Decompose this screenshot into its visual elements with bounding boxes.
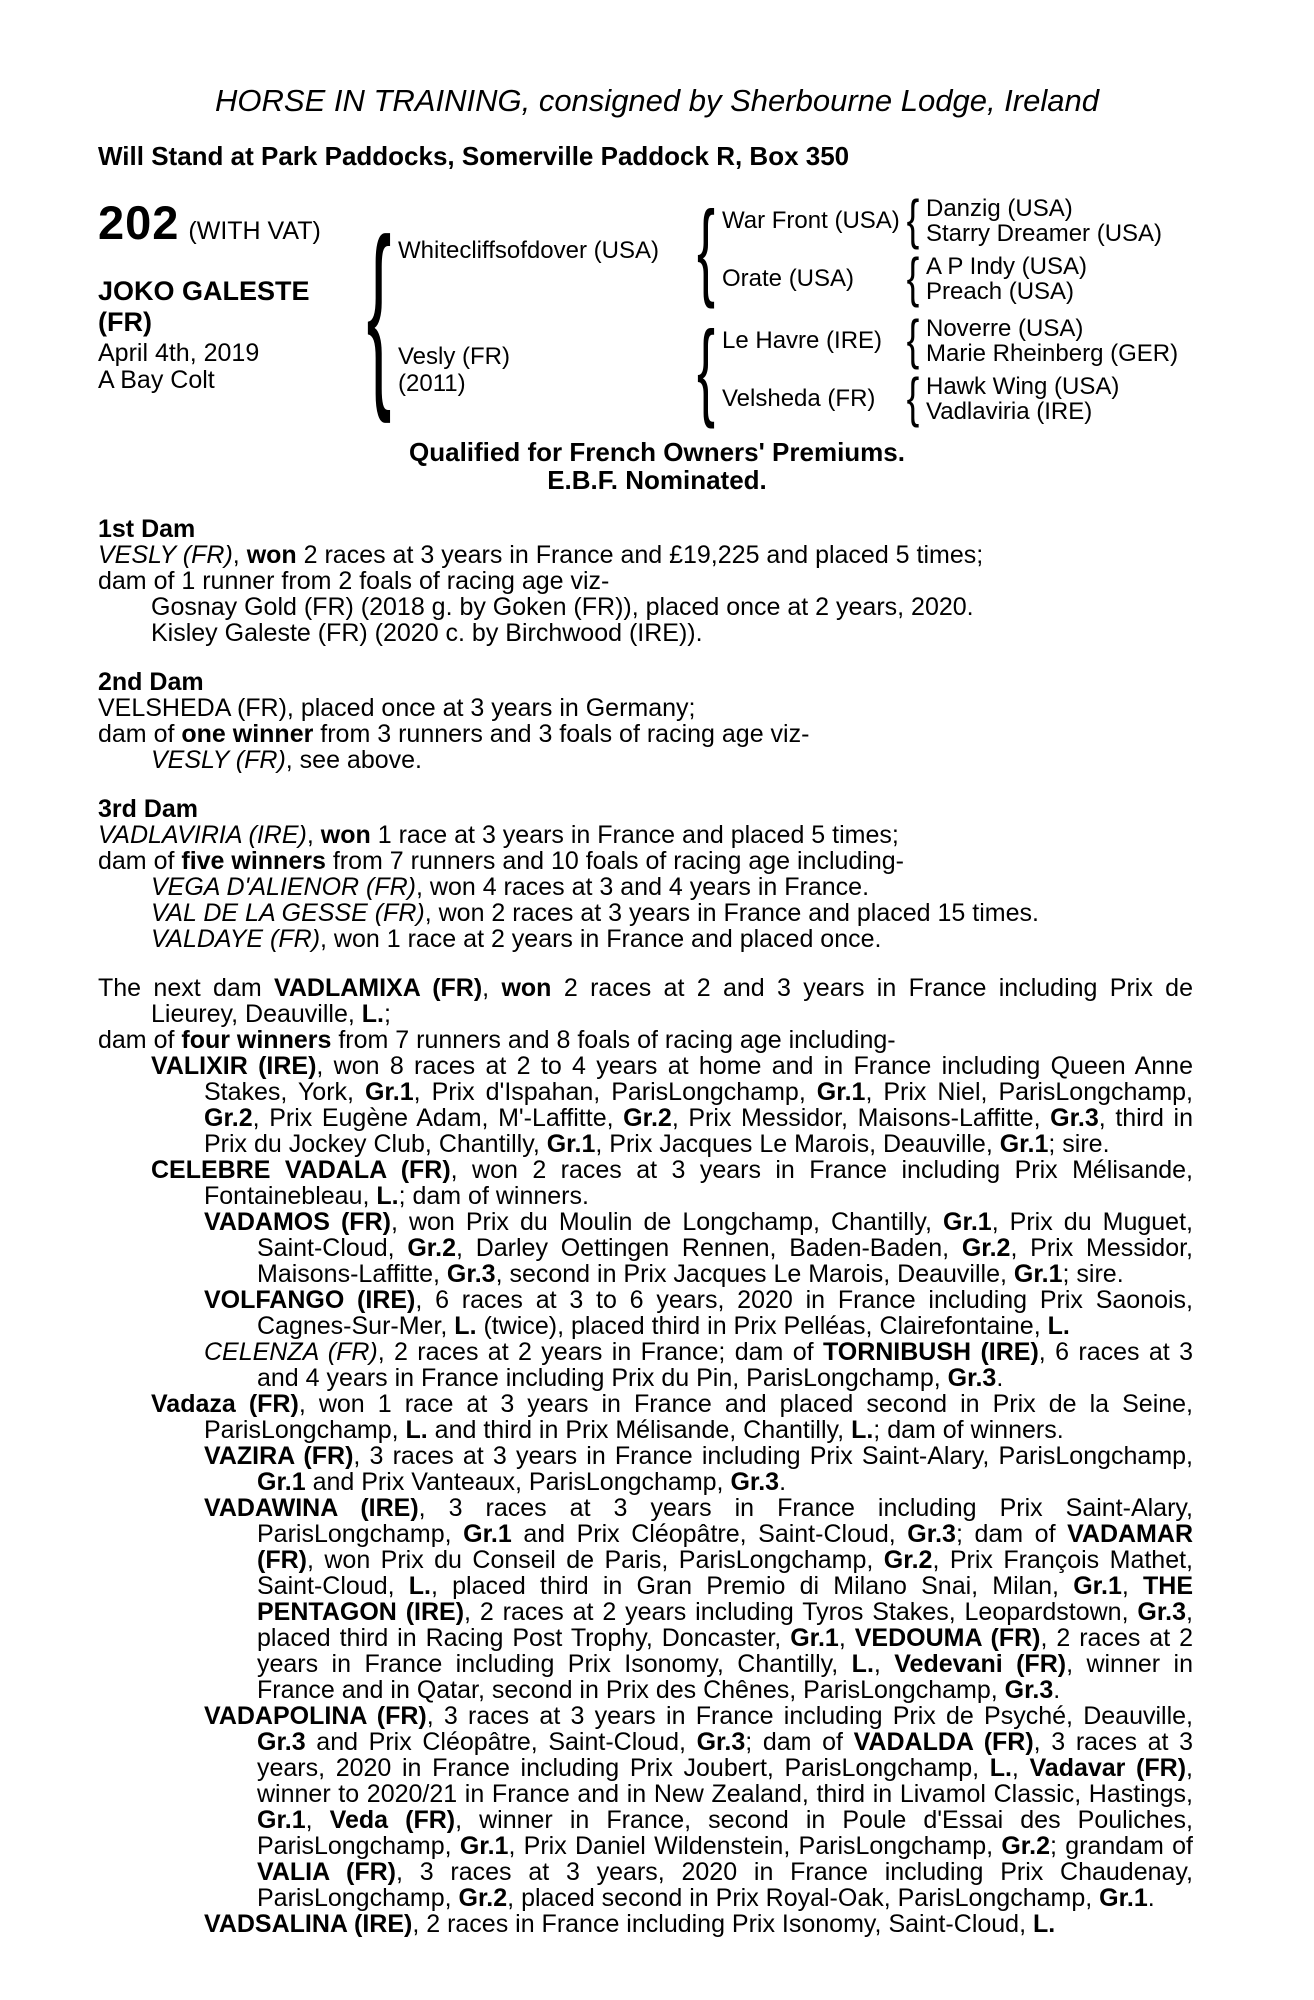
- text-run: ,: [1011, 1754, 1030, 1782]
- text-run: VADLAMIXA (FR): [274, 974, 483, 1002]
- text-run: L.: [454, 1312, 477, 1340]
- grandsire-node: [722, 189, 1163, 251]
- text-run: CELENZA (FR): [204, 1338, 378, 1366]
- text-run: .: [1147, 1884, 1155, 1912]
- text-run: , second in Prix Jacques Le Marois, Deauville,: [495, 1260, 1014, 1288]
- ancestor-name: Preach (USA): [926, 278, 1075, 305]
- catalogue-paragraph: [98, 1911, 1193, 1937]
- text-run: Veda (FR): [329, 1806, 456, 1834]
- sire-grandparents: [722, 189, 1163, 309]
- great-grandparents: [926, 374, 1119, 424]
- catalogue-body: [0, 516, 1193, 1937]
- catalogue-paragraph: [98, 1053, 1193, 1157]
- ancestor-name: Noverre (USA): [926, 315, 1084, 342]
- text-run: VADSALINA (IRE): [204, 1910, 413, 1938]
- section-heading: [98, 516, 1193, 542]
- text-run: from 7 runners and 8 foals of racing age including-: [331, 1026, 896, 1054]
- text-run: ,: [306, 821, 321, 849]
- text-run: , Prix du Muguet, Saint-Cloud,: [257, 1208, 1193, 1262]
- text-run: Gr.1: [943, 1208, 992, 1236]
- text-run: L.: [1032, 1910, 1056, 1938]
- text-run: dam of: [98, 847, 182, 875]
- catalogue-paragraph: [98, 1495, 1193, 1703]
- ancestor-name: Le Havre (IRE): [722, 327, 883, 354]
- text-run: VAZIRA (FR): [204, 1442, 354, 1470]
- text-run: ; sire.: [1048, 1130, 1110, 1158]
- text-run: VESLY (FR): [151, 746, 286, 774]
- text-run: Vadavar (FR): [1029, 1754, 1187, 1782]
- text-run: Gr.2: [204, 1104, 253, 1132]
- dam-name: Vesly (FR): [398, 343, 511, 370]
- text-run: , Darley Oettingen Rennen, Baden-Baden,: [456, 1234, 962, 1262]
- brace-icon: {: [906, 309, 920, 371]
- brace-icon: {: [906, 189, 920, 251]
- text-run: Gr.1: [459, 1832, 509, 1860]
- text-run: Gr.2: [407, 1234, 456, 1262]
- text-run: ; dam of: [955, 1520, 1068, 1548]
- page-title: HORSE IN TRAINING, consigned by Sherbourne Lodge, Ireland: [215, 83, 1099, 118]
- catalogue-paragraph: [98, 874, 1193, 900]
- text-run: , 3 races at 3 years, 2020 in France including Prix Joubert, ParisLongchamp,: [257, 1728, 1193, 1782]
- ancestor-name: Hawk Wing (USA): [926, 373, 1120, 400]
- ancestor-name: Starry Dreamer (USA): [926, 220, 1163, 247]
- text-run: , placed second in Prix Royal-Oak, ParisLongchamp,: [507, 1884, 1100, 1912]
- granddam-node: [722, 247, 1162, 309]
- dam-branch: [398, 309, 1179, 430]
- text-run: VADAPOLINA (FR): [204, 1702, 427, 1730]
- dam-name-block: [398, 343, 690, 397]
- text-run: , 6 races at 3 and 4 years in France including Prix du Pin, ParisLongchamp,: [257, 1338, 1193, 1392]
- text-run: four winners: [181, 1026, 332, 1054]
- catalogue-paragraph: [98, 1703, 1193, 1911]
- text-run: ; dam of winners.: [873, 1416, 1064, 1444]
- text-run: , winner in France and in Qatar, second in Prix des Chênes, ParisLongchamp,: [257, 1650, 1193, 1704]
- text-run: (twice), placed third in Prix Pelléas, Clairefontaine,: [476, 1312, 1048, 1340]
- text-run: Gr.2: [458, 1884, 508, 1912]
- foal-date: April 4th, 2019: [98, 339, 260, 367]
- catalogue-paragraph: [98, 1287, 1193, 1339]
- text-run: Gr.3: [730, 1468, 780, 1496]
- text-run: from 3 runners and 3 foals of racing age viz-: [313, 720, 810, 748]
- text-run: L.: [851, 1416, 874, 1444]
- text-run: Gr.1: [1013, 1260, 1063, 1288]
- text-run: dam of 1 runner from 2 foals of racing age viz-: [98, 567, 610, 595]
- notice-line: E.B.F. Nominated.: [547, 465, 767, 495]
- text-run: , Prix d'Ispahan, ParisLongchamp,: [413, 1078, 817, 1106]
- notice-line: Qualified for French Owners' Premiums.: [409, 437, 905, 467]
- text-run: ,: [1121, 1572, 1143, 1600]
- brace-icon: {: [696, 310, 716, 430]
- text-run: .: [1053, 1676, 1061, 1704]
- colour-sex: A Bay Colt: [98, 366, 215, 394]
- text-run: VEGA D'ALIENOR (FR): [151, 873, 416, 901]
- catalogue-paragraph: [98, 822, 1193, 848]
- text-run: , Prix François Mathet, Saint-Cloud,: [257, 1546, 1193, 1600]
- text-run: ; dam of: [745, 1728, 854, 1756]
- text-run: , 2 races at 2 years in France; dam of: [377, 1338, 823, 1366]
- brace-icon: {: [366, 195, 392, 425]
- text-run: , 2 races at 2 years including Tyros Stakes, Leopardstown,: [464, 1598, 1138, 1626]
- text-run: , 6 races at 3 to 6 years, 2020 in France including Prix Saonois, Cagnes-Sur-Mer,: [257, 1286, 1193, 1340]
- text-run: and Prix Cléopâtre, Saint-Cloud,: [305, 1728, 697, 1756]
- catalogue-paragraph: [98, 926, 1193, 952]
- text-run: Gr.3: [947, 1364, 997, 1392]
- text-run: Gr.2: [1001, 1832, 1051, 1860]
- text-run: Vadaza (FR): [151, 1390, 299, 1418]
- text-run: CELEBRE VADALA (FR): [151, 1156, 451, 1184]
- text-run: .: [996, 1364, 1004, 1392]
- text-run: , Prix Niel, ParisLongchamp,: [865, 1078, 1193, 1106]
- text-run: ; grandam of: [1050, 1832, 1193, 1860]
- text-run: , 2 races in France including Prix Isonomy, Saint-Cloud,: [412, 1910, 1033, 1938]
- text-run: Vedevani (FR): [894, 1650, 1067, 1678]
- pedigree-halves: [398, 189, 1179, 430]
- text-run: ,: [482, 974, 502, 1002]
- text-run: L.: [851, 1650, 874, 1678]
- text-run: dam of: [98, 1026, 182, 1054]
- notices: [0, 438, 1314, 494]
- ancestor-name: Vadlaviria (IRE): [926, 398, 1093, 425]
- text-run: VALIXIR (IRE): [151, 1052, 317, 1080]
- text-run: Gr.1: [257, 1468, 306, 1496]
- lot-number: 202: [98, 196, 180, 249]
- catalogue-paragraph: [98, 975, 1193, 1027]
- text-run: VEDOUMA (FR): [854, 1624, 1041, 1652]
- catalogue-paragraph: [98, 1391, 1193, 1443]
- brace-icon: {: [906, 247, 920, 309]
- text-run: won: [246, 541, 297, 569]
- text-run: ;: [383, 1000, 391, 1028]
- text-run: , 3 races at 3 years in France including Prix de Psyché, Deauville,: [426, 1702, 1194, 1730]
- text-run: Gr.3: [446, 1260, 496, 1288]
- text-run: Gr.2: [961, 1234, 1011, 1262]
- text-run: ; dam of winners.: [398, 1182, 589, 1210]
- catalogue-paragraph: [98, 747, 1193, 773]
- text-run: ,: [838, 1624, 855, 1652]
- text-run: and Prix Cléopâtre, Saint-Cloud,: [511, 1520, 908, 1548]
- text-run: THE PENTAGON (IRE): [257, 1572, 1193, 1626]
- text-run: , won 8 races at 2 to 4 years at home and in France including Queen Anne Stakes, York,: [204, 1052, 1193, 1106]
- granddam-node: [722, 367, 1178, 429]
- text-run: , placed third in Racing Post Trophy, Doncaster,: [257, 1598, 1193, 1652]
- text-run: and third in Prix Mélisande, Chantilly,: [427, 1416, 852, 1444]
- text-run: The next dam: [98, 974, 275, 1002]
- text-run: , winner to 2020/21 in France and in New Zealand, third in Livamol Classic, Hastings,: [257, 1754, 1193, 1808]
- stand-location-line: Will Stand at Park Paddocks, Somerville Paddock R, Box 350: [98, 141, 850, 171]
- text-run: ; sire.: [1062, 1260, 1124, 1288]
- dam-grandparents: [722, 309, 1179, 429]
- text-run: 1st Dam: [98, 515, 196, 543]
- text-run: VADAMAR (FR): [257, 1520, 1193, 1574]
- text-run: one winner: [181, 720, 314, 748]
- brace-icon: {: [906, 367, 920, 429]
- catalogue-paragraph: [98, 1339, 1193, 1391]
- catalogue-paragraph: [98, 721, 1193, 747]
- text-run: 3rd Dam: [98, 795, 199, 823]
- text-run: VADALDA (FR): [853, 1728, 1034, 1756]
- catalogue-paragraph: [98, 695, 1193, 721]
- text-run: VADAMOS (FR): [204, 1208, 391, 1236]
- text-run: Gr.1: [257, 1806, 306, 1834]
- text-run: Gr.1: [790, 1624, 839, 1652]
- vat-note: (WITH VAT): [188, 217, 321, 245]
- text-run: , winner in France, second in Poule d'Essai des Pouliches, ParisLongchamp,: [257, 1806, 1193, 1860]
- ancestor-name: Velsheda (FR): [722, 385, 876, 412]
- lot-info: [98, 196, 360, 394]
- brace-icon: {: [696, 190, 716, 310]
- text-run: VADAWINA (IRE): [204, 1494, 419, 1522]
- pedigree-tree: [360, 189, 1179, 430]
- text-run: and Prix Vanteaux, ParisLongchamp,: [305, 1468, 731, 1496]
- text-run: , won 1 race at 3 years in France and placed second in Prix de la Seine, ParisLongchamp,: [204, 1390, 1193, 1444]
- catalogue-paragraph: [98, 594, 1193, 620]
- text-run: L.: [361, 1000, 384, 1028]
- text-run: Gr.3: [1137, 1598, 1187, 1626]
- text-run: ,: [232, 541, 247, 569]
- text-run: , won Prix du Moulin de Longchamp, Chantilly,: [390, 1208, 944, 1236]
- text-run: Gr.1: [546, 1130, 596, 1158]
- text-run: , 2 races at 2 years in France including Prix Isonomy, Chantilly,: [257, 1624, 1193, 1678]
- ancestor-name: Orate (USA): [722, 265, 855, 292]
- text-run: , won Prix du Conseil de Paris, ParisLongchamp,: [306, 1546, 884, 1574]
- text-run: , won 2 races at 3 years in France including Prix Mélisande, Fontainebleau,: [204, 1156, 1193, 1210]
- text-run: 1 race at 3 years in France and placed 5 times;: [370, 821, 899, 849]
- text-run: Gosnay Gold (FR) (2018 g. by Goken (FR)), placed once at 2 years, 2020.: [151, 593, 974, 621]
- text-run: , 3 races at 3 years in France including Prix Saint-Alary, ParisLongchamp,: [353, 1442, 1193, 1470]
- catalogue-paragraph: [98, 568, 1193, 594]
- ancestor-name: War Front (USA): [722, 207, 900, 234]
- great-grandparents: [926, 196, 1162, 246]
- text-run: , 3 races at 3 years in France including Prix Saint-Alary, ParisLongchamp,: [257, 1494, 1193, 1548]
- text-run: Gr.3: [1004, 1676, 1054, 1704]
- text-run: VOLFANGO (IRE): [204, 1286, 416, 1314]
- catalogue-paragraph: [98, 1027, 1193, 1053]
- catalogue-paragraph: [98, 1443, 1193, 1495]
- pedigree-section: [0, 189, 1314, 430]
- catalogue-paragraph: [98, 620, 1193, 646]
- text-run: , won 4 races at 3 and 4 years in France.: [416, 873, 870, 901]
- text-run: TORNIBUSH (IRE): [822, 1338, 1039, 1366]
- text-run: won: [501, 974, 552, 1002]
- text-run: , third in Prix du Jockey Club, Chantilly,: [204, 1104, 1193, 1158]
- text-run: five winners: [181, 847, 326, 875]
- text-run: VALDAYE (FR): [151, 925, 321, 953]
- text-run: Gr.3: [907, 1520, 956, 1548]
- text-run: won: [320, 821, 371, 849]
- sire-branch: [398, 189, 1178, 310]
- dam-year: (2011): [398, 370, 466, 397]
- great-grandparents: [926, 254, 1087, 304]
- text-run: VAL DE LA GESSE (FR): [151, 899, 425, 927]
- text-run: 2 races at 3 years in France and £19,225 and placed 5 times;: [296, 541, 984, 569]
- text-run: dam of: [98, 720, 182, 748]
- text-run: , Prix Messidor, Maisons-Laffitte,: [671, 1104, 1051, 1132]
- text-run: Gr.1: [364, 1078, 414, 1106]
- text-run: L.: [405, 1416, 428, 1444]
- text-run: , Prix Jacques Le Marois, Deauville,: [595, 1130, 1000, 1158]
- text-run: 2nd Dam: [98, 668, 204, 696]
- sire-name: Whitecliffsofdover (USA): [398, 236, 659, 264]
- catalogue-paragraph: [98, 542, 1193, 568]
- text-run: , placed third in Gran Premio di Milano Snai, Milan,: [431, 1572, 1074, 1600]
- text-run: Gr.1: [463, 1520, 512, 1548]
- text-run: , see above.: [285, 746, 422, 774]
- text-run: Gr.3: [696, 1728, 746, 1756]
- text-run: Gr.1: [1099, 1884, 1148, 1912]
- text-run: .: [779, 1468, 787, 1496]
- text-run: from 7 runners and 10 foals of racing age including-: [325, 847, 904, 875]
- text-run: Gr.2: [883, 1546, 933, 1574]
- text-run: VADLAVIRIA (IRE): [98, 821, 307, 849]
- text-run: Gr.1: [1073, 1572, 1122, 1600]
- text-run: , won 1 race at 2 years in France and placed once.: [320, 925, 882, 953]
- horse-name: JOKO GALESTE (FR): [98, 276, 310, 337]
- text-run: , 3 races at 3 years, 2020 in France including Prix Chaudenay, ParisLongchamp,: [257, 1858, 1194, 1912]
- text-run: Gr.3: [1050, 1104, 1099, 1132]
- text-run: VELSHEDA (FR), placed once at 3 years in Germany;: [98, 694, 696, 722]
- lot-row: [98, 198, 360, 248]
- text-run: VESLY (FR): [98, 541, 233, 569]
- text-run: L.: [376, 1182, 399, 1210]
- text-run: , won 2 races at 3 years in France and placed 15 times.: [424, 899, 1039, 927]
- text-run: ,: [873, 1650, 895, 1678]
- text-run: Kisley Galeste (FR) (2020 c. by Birchwood (IRE)).: [151, 619, 703, 647]
- section-heading: [98, 669, 1193, 695]
- ancestor-name: Marie Rheinberg (GER): [926, 340, 1179, 367]
- catalogue-paragraph: [98, 1157, 1193, 1209]
- catalogue-paragraph: [98, 1209, 1193, 1287]
- text-run: Gr.1: [816, 1078, 866, 1106]
- text-run: VALIA (FR): [257, 1858, 396, 1886]
- text-run: , Prix Daniel Wildenstein, ParisLongchamp,: [508, 1832, 1002, 1860]
- text-run: L.: [408, 1572, 431, 1600]
- section-heading: [98, 796, 1193, 822]
- text-run: , Prix Eugène Adam, M'-Laffitte,: [252, 1104, 624, 1132]
- text-run: L.: [989, 1754, 1012, 1782]
- text-run: Gr.1: [999, 1130, 1049, 1158]
- text-run: ,: [305, 1806, 330, 1834]
- ancestor-name: A P Indy (USA): [926, 253, 1087, 280]
- grandsire-node: [722, 309, 1179, 371]
- catalogue-paragraph: [98, 900, 1193, 926]
- text-run: , Prix Messidor, Maisons-Laffitte,: [257, 1234, 1193, 1288]
- catalogue-paragraph: [98, 848, 1193, 874]
- text-run: 2 races at 2 and 3 years in France including Prix de Lieurey, Deauville,: [151, 974, 1193, 1028]
- text-run: Gr.2: [623, 1104, 672, 1132]
- text-run: L.: [1047, 1312, 1070, 1340]
- ancestor-name: Danzig (USA): [926, 195, 1073, 222]
- great-grandparents: [926, 316, 1178, 366]
- text-run: Gr.3: [257, 1728, 306, 1756]
